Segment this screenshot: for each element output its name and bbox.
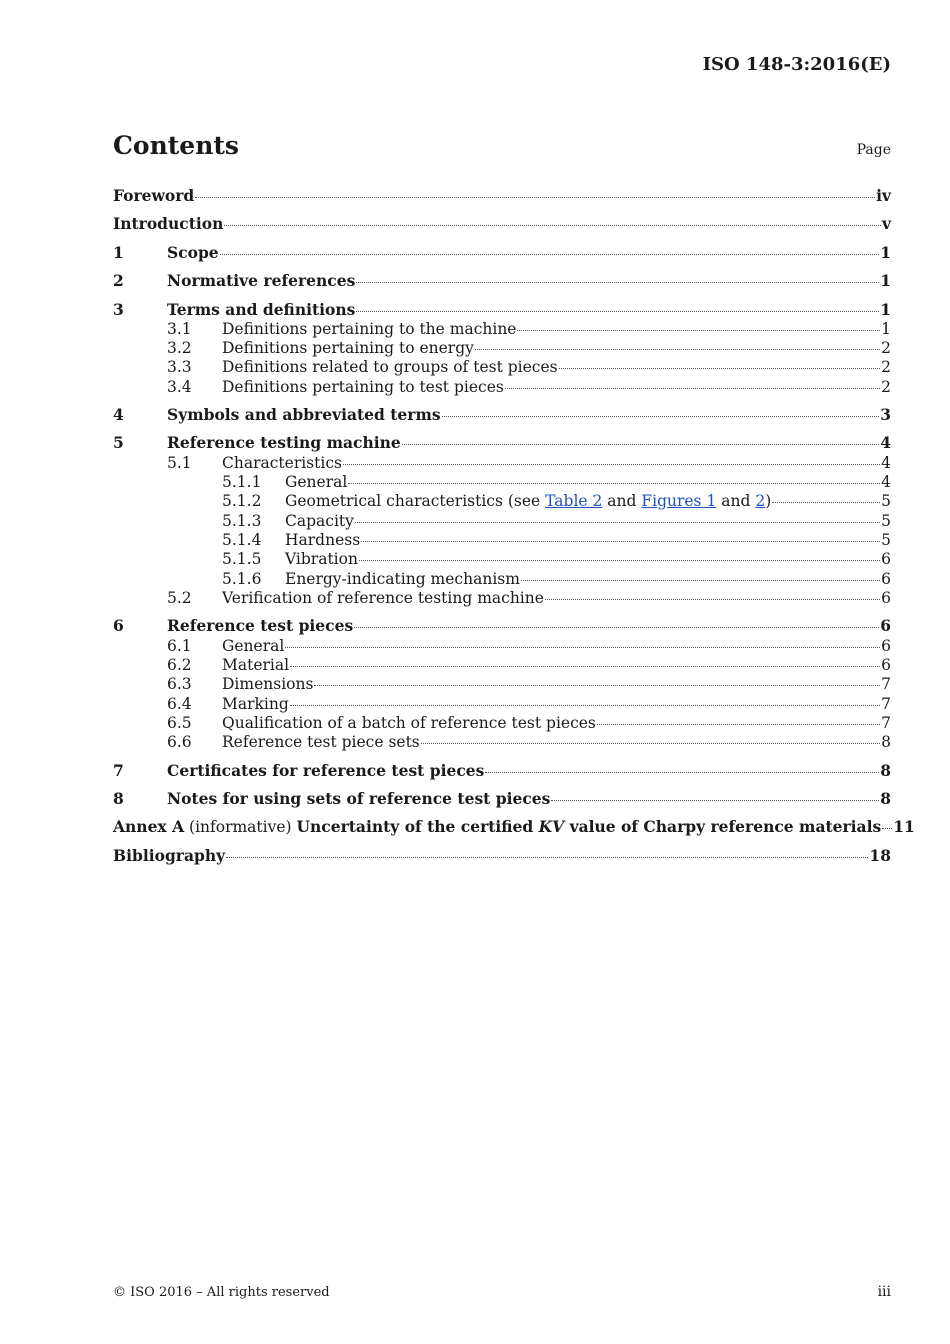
toc-number: 5 (113, 433, 124, 452)
toc-page: 11 (893, 817, 915, 836)
toc-entry-6-4[interactable] (113, 694, 891, 714)
dot-leader (772, 502, 880, 503)
toc-page: 7 (881, 695, 891, 713)
dot-leader (355, 522, 880, 523)
toc-page: iv (876, 186, 891, 205)
toc-page: 5 (881, 492, 891, 510)
dot-leader (195, 197, 875, 198)
copyright-notice: © ISO 2016 – All rights reserved (113, 1285, 330, 1300)
toc-page: 6 (881, 550, 891, 568)
dot-leader (343, 464, 880, 465)
toc-entry-bibliography[interactable] (113, 846, 891, 866)
toc-page: 8 (880, 789, 891, 808)
toc-entry-5-1-4[interactable] (113, 530, 891, 550)
dot-leader (402, 444, 879, 445)
toc-entry-5-2[interactable] (113, 588, 891, 608)
toc-page: v (881, 214, 891, 233)
toc-title: Energy-indicating mechanism (285, 570, 520, 588)
toc-page: 6 (881, 589, 891, 607)
toc-title: Vibration (285, 550, 358, 568)
dot-leader (475, 349, 880, 350)
dot-leader (359, 560, 880, 561)
toc-number: 6.5 (167, 714, 192, 732)
toc-title: Dimensions (222, 675, 314, 693)
dot-leader (356, 311, 879, 312)
toc-title: General (222, 637, 285, 655)
toc-number: 8 (113, 789, 124, 808)
dot-leader (882, 828, 892, 829)
dot-leader (559, 368, 881, 369)
toc-page: 5 (881, 531, 891, 549)
toc-title (113, 817, 881, 837)
toc-entry-reference-testing-machine[interactable] (113, 433, 891, 453)
toc-number: 5.1.6 (222, 570, 262, 588)
page-column-label: Page (856, 142, 891, 158)
toc-title: Qualification of a batch of reference test pieces (222, 714, 596, 732)
toc-title: Characteristics (222, 454, 342, 472)
toc-entry-5-1-1[interactable] (113, 472, 891, 492)
toc-title (285, 491, 771, 511)
toc-number: 6.3 (167, 675, 192, 693)
toc-title: Reference testing machine (167, 433, 401, 452)
toc-title: Verification of reference testing machine (222, 589, 544, 607)
toc-number: 6.6 (167, 733, 192, 751)
toc-entry-foreword[interactable] (113, 186, 891, 206)
toc-number: 6.1 (167, 637, 192, 655)
toc-entry-normative-references[interactable] (113, 271, 891, 291)
toc-entry-6-3[interactable] (113, 674, 891, 694)
dot-leader (361, 541, 880, 542)
toc-entry-symbols[interactable] (113, 405, 891, 425)
toc-entry-terms-definitions[interactable] (113, 300, 891, 320)
dot-leader (348, 483, 880, 484)
toc-page: 8 (881, 733, 891, 751)
footer-page-number: iii (877, 1284, 891, 1300)
toc-entry-scope[interactable] (113, 243, 891, 263)
dot-leader (521, 580, 880, 581)
dot-leader (220, 254, 880, 255)
kv-symbol: KV (538, 817, 565, 836)
toc-page: 4 (881, 473, 891, 491)
toc-number: 6.2 (167, 656, 192, 674)
toc-title: Reference test pieces (167, 616, 354, 635)
toc-page: 1 (880, 271, 891, 290)
toc-title-part: ) (765, 492, 772, 510)
toc-entry-introduction[interactable] (113, 214, 891, 234)
toc-entry-3-1[interactable] (113, 319, 891, 339)
toc-title: Definitions related to groups of test pieces (222, 358, 558, 376)
toc-title: Definitions pertaining to the machine (222, 320, 517, 338)
toc-page: 6 (881, 637, 891, 655)
toc-number: 5.1.1 (222, 473, 262, 491)
dot-leader (285, 647, 880, 648)
toc-title: Scope (167, 243, 219, 262)
dot-leader (545, 599, 880, 600)
toc-title-part: Geometrical characteristics (see (285, 492, 546, 510)
toc-entry-certificates[interactable] (113, 761, 891, 781)
dot-leader (354, 627, 879, 628)
toc-page: 1 (880, 300, 891, 319)
toc-page: 4 (881, 454, 891, 472)
toc-title: General (285, 473, 348, 491)
dot-leader (290, 666, 880, 667)
toc-number: 3.1 (167, 320, 192, 338)
dot-leader (226, 857, 868, 858)
toc-entry-5-1-6[interactable] (113, 569, 891, 589)
toc-number: 6 (113, 616, 124, 635)
toc-entry-6-6[interactable] (113, 732, 891, 752)
figure-2-link[interactable]: 2 (755, 492, 766, 510)
toc-title: Capacity (285, 512, 354, 530)
toc-title: Terms and definitions (167, 300, 356, 319)
toc-number: 5.1.4 (222, 531, 262, 549)
toc-page: 3 (880, 405, 891, 424)
toc-entry-notes[interactable] (113, 789, 891, 809)
dot-leader (224, 225, 881, 226)
toc-entry-6-5[interactable] (113, 713, 891, 733)
toc-title: Introduction (113, 214, 224, 233)
toc-page: 2 (881, 358, 891, 376)
dot-leader (505, 388, 880, 389)
toc-number: 4 (113, 405, 124, 424)
toc-number: 5.2 (167, 589, 192, 607)
toc-entry-6-2[interactable] (113, 655, 891, 675)
toc-entry-3-2[interactable] (113, 338, 891, 358)
toc-number: 1 (113, 243, 124, 262)
toc-number: 2 (113, 271, 124, 290)
toc-title-part: value of Charpy reference materials (564, 817, 882, 836)
toc-page: 1 (880, 243, 891, 262)
figures-1-link[interactable]: Figures 1 (641, 492, 717, 510)
toc-number: 5.1.3 (222, 512, 262, 530)
toc-page: 1 (881, 320, 891, 338)
toc-page: 5 (881, 512, 891, 530)
dot-leader (597, 724, 880, 725)
toc-page: 7 (881, 675, 891, 693)
toc-entry-3-4[interactable] (113, 377, 891, 397)
toc-entry-5-1[interactable] (113, 453, 891, 473)
dot-leader (421, 743, 880, 744)
toc-title: Material (222, 656, 290, 674)
toc-entry-5-1-5[interactable] (113, 549, 891, 569)
toc-number: 5.1.5 (222, 550, 262, 568)
dot-leader (442, 416, 880, 417)
dot-leader (356, 282, 879, 283)
toc-entry-3-3[interactable] (113, 357, 891, 377)
toc-title: Reference test piece sets (222, 733, 420, 751)
toc-page: 4 (880, 433, 891, 452)
toc-page: 8 (880, 761, 891, 780)
toc-page: 6 (880, 616, 891, 635)
annex-label: Annex A (113, 817, 185, 836)
table-2-link[interactable]: Table 2 (545, 492, 603, 510)
toc-page: 18 (869, 846, 891, 865)
page-title: Contents (113, 131, 240, 160)
toc-title: Marking (222, 695, 289, 713)
dot-leader (517, 330, 880, 331)
toc-title: Definitions pertaining to test pieces (222, 378, 504, 396)
annex-qualifier: (informative) (184, 818, 297, 836)
toc-number: 5.1 (167, 454, 192, 472)
toc-number: 3.2 (167, 339, 192, 357)
toc-title: Normative references (167, 271, 356, 290)
toc-number: 3.3 (167, 358, 192, 376)
toc-entry-annex-a[interactable] (113, 817, 915, 837)
toc-title: Hardness (285, 531, 361, 549)
toc-title-part: and (602, 492, 642, 510)
toc-title-part: Uncertainty of the certified (296, 817, 539, 836)
toc-title: Foreword (113, 186, 195, 205)
toc-number: 7 (113, 761, 124, 780)
toc-entry-5-1-2[interactable] (113, 491, 891, 511)
toc-entry-reference-test-pieces[interactable] (113, 616, 891, 636)
toc-page: 2 (881, 378, 891, 396)
toc-entry-6-1[interactable] (113, 636, 891, 656)
dot-leader (485, 772, 879, 773)
toc-page: 6 (881, 570, 891, 588)
toc-title: Symbols and abbreviated terms (167, 405, 441, 424)
toc-page: 7 (881, 714, 891, 732)
toc-entry-5-1-3[interactable] (113, 511, 891, 531)
toc-number: 5.1.2 (222, 492, 262, 510)
toc-title-part: and (716, 492, 756, 510)
toc-title: Notes for using sets of reference test pieces (167, 789, 551, 808)
toc-number: 6.4 (167, 695, 192, 713)
toc-page: 2 (881, 339, 891, 357)
toc-title: Certificates for reference test pieces (167, 761, 485, 780)
toc-page: 6 (881, 656, 891, 674)
toc-title: Definitions pertaining to energy (222, 339, 474, 357)
document-id: ISO 148-3:2016(E) (702, 54, 891, 75)
toc-number: 3.4 (167, 378, 192, 396)
toc-number: 3 (113, 300, 124, 319)
toc-title: Bibliography (113, 846, 226, 865)
dot-leader (290, 705, 880, 706)
dot-leader (551, 800, 879, 801)
dot-leader (314, 685, 880, 686)
